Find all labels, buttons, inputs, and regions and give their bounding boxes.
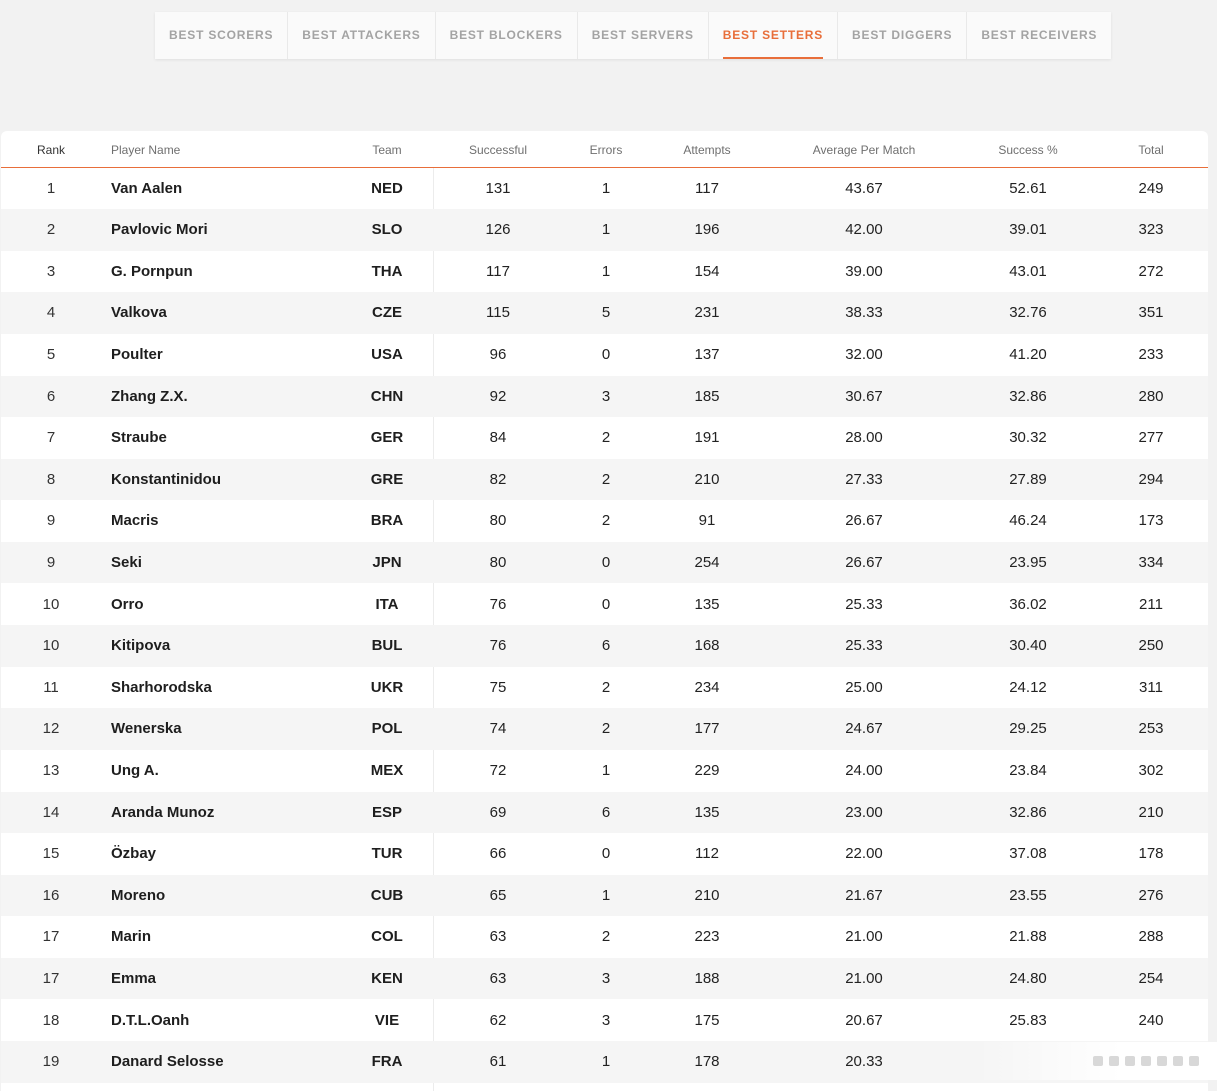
cell-attempts: 91 — [698, 512, 716, 530]
cell-rank: 13 — [42, 761, 60, 779]
tab-best-servers[interactable]: BEST SERVERS — [578, 12, 709, 59]
cell-attempts: 117 — [695, 179, 719, 197]
cell-successful: 76 — [489, 595, 507, 613]
cell-success-percent: 30.32 — [1009, 429, 1047, 447]
cell-success-percent: 37.08 — [1009, 845, 1047, 863]
tab-best-scorers[interactable]: BEST SCORERS — [155, 12, 288, 59]
cell-average-per-match: 24.67 — [845, 720, 883, 738]
cell-errors: 1 — [601, 761, 611, 779]
cell-success-percent: 36.02 — [1009, 595, 1047, 613]
cell-successful: 84 — [489, 429, 507, 447]
cell-successful: 65 — [489, 886, 507, 904]
cell-average-per-match: 22.00 — [845, 845, 883, 863]
cell-team: VIE — [374, 1011, 400, 1029]
cell-attempts: 175 — [694, 1011, 720, 1029]
cell-total: 280 — [1138, 387, 1164, 405]
cell-player-name: Konstantinidou — [111, 470, 221, 488]
cell-errors: 1 — [601, 179, 611, 197]
cell-attempts: 137 — [694, 345, 720, 363]
cell-total: 178 — [1138, 845, 1164, 863]
cell-average-per-match: 24.00 — [845, 761, 883, 779]
cell-attempts: 223 — [694, 928, 720, 946]
cell-errors: 3 — [601, 1011, 611, 1029]
table-row[interactable] — [1, 251, 1208, 293]
cell-team: ITA — [375, 595, 399, 613]
cell-total: 351 — [1138, 304, 1164, 322]
cell-rank: 17 — [42, 969, 60, 987]
cell-attempts: 135 — [694, 595, 720, 613]
cell-rank: 15 — [42, 845, 60, 863]
cell-rank: 10 — [42, 595, 60, 613]
cell-errors: 3 — [601, 969, 611, 987]
cell-total: 253 — [1138, 720, 1164, 738]
cell-attempts: 185 — [694, 387, 720, 405]
cell-total: 210 — [1138, 803, 1164, 821]
cell-player-name: Danard Selosse — [111, 1053, 224, 1071]
cell-average-per-match: 32.00 — [845, 345, 883, 363]
cell-total: 233 — [1138, 345, 1164, 363]
cell-attempts: 196 — [694, 221, 720, 239]
cell-player-name: Pavlovic Mori — [111, 221, 208, 239]
cell-success-percent: 29.25 — [1009, 720, 1047, 738]
tab-best-blockers[interactable]: BEST BLOCKERS — [436, 12, 578, 59]
cell-team: MEX — [370, 761, 404, 779]
cell-errors: 2 — [601, 720, 611, 738]
cell-attempts: 112 — [695, 845, 719, 863]
cell-attempts: 191 — [694, 429, 720, 447]
cell-successful: 74 — [489, 720, 507, 738]
cell-player-name: Özbay — [111, 845, 157, 863]
cell-attempts: 178 — [694, 1053, 720, 1071]
cell-errors: 2 — [601, 470, 611, 488]
tab-best-attackers[interactable]: BEST ATTACKERS — [288, 12, 435, 59]
cell-rank: 19 — [42, 1053, 60, 1071]
cell-errors: 3 — [601, 387, 611, 405]
table-row[interactable] — [1, 417, 1208, 459]
cell-rank: 14 — [42, 803, 60, 821]
header-errors[interactable]: Errors — [589, 143, 623, 157]
cell-team: TUR — [371, 845, 403, 863]
cell-average-per-match: 25.33 — [845, 595, 883, 613]
cell-rank: 1 — [46, 179, 56, 197]
cell-player-name: Wenerska — [111, 720, 182, 738]
cell-player-name: Aranda Munoz — [111, 803, 215, 821]
table-row[interactable] — [1, 667, 1208, 709]
cell-attempts: 254 — [694, 553, 720, 571]
cell-total: 334 — [1138, 553, 1164, 571]
cell-rank: 6 — [46, 387, 56, 405]
table-row[interactable] — [1, 168, 1208, 210]
cell-success-percent: 25.83 — [1009, 1011, 1047, 1029]
table-row[interactable] — [1, 584, 1208, 626]
cell-player-name: D.T.L.Oanh — [111, 1011, 190, 1029]
cell-total: 276 — [1138, 886, 1164, 904]
cell-team: UKR — [370, 678, 404, 696]
cell-success-percent: 30.40 — [1009, 637, 1047, 655]
cell-errors: 0 — [601, 345, 611, 363]
cell-errors: 6 — [601, 637, 611, 655]
cell-attempts: 229 — [694, 761, 720, 779]
cell-success-percent: 46.24 — [1009, 512, 1047, 530]
cell-player-name: Kitipova — [111, 637, 171, 655]
cell-attempts: 231 — [694, 304, 720, 322]
cell-player-name: Van Aalen — [111, 179, 183, 197]
cell-success-percent: 23.95 — [1009, 553, 1047, 571]
cell-player-name: Sharhorodska — [111, 678, 212, 696]
cell-attempts: 177 — [694, 720, 720, 738]
cell-success-percent: 32.76 — [1009, 304, 1047, 322]
cell-total: 323 — [1138, 221, 1164, 239]
cell-team: NED — [371, 179, 403, 197]
cell-team: USA — [371, 345, 403, 363]
table-row[interactable] — [1, 750, 1208, 792]
cell-rank: 9 — [46, 512, 56, 530]
cell-total: 277 — [1138, 429, 1164, 447]
cell-average-per-match: 21.00 — [845, 928, 883, 946]
cell-errors: 1 — [601, 262, 611, 280]
cell-rank: 18 — [42, 1011, 60, 1029]
cell-team: SLO — [371, 221, 403, 239]
cell-success-percent: 21.88 — [1009, 928, 1047, 946]
tab-best-receivers[interactable]: BEST RECEIVERS — [981, 28, 1098, 42]
cell-attempts: 234 — [694, 678, 720, 696]
cell-team: FRA — [371, 1053, 403, 1071]
tab-best-diggers[interactable]: BEST DIGGERS — [838, 12, 967, 59]
cell-successful: 126 — [485, 221, 511, 239]
cell-player-name: Marin — [111, 928, 152, 946]
cell-successful: 63 — [489, 969, 507, 987]
cell-average-per-match: 26.67 — [845, 553, 883, 571]
cell-total: 288 — [1138, 928, 1164, 946]
cell-team: GRE — [370, 470, 404, 488]
header-successful[interactable]: Successful — [468, 143, 528, 157]
cell-successful: 115 — [486, 304, 510, 322]
table-row[interactable] — [1, 916, 1208, 958]
cell-errors: 2 — [601, 678, 611, 696]
table-row[interactable] — [1, 500, 1208, 542]
cell-success-percent: 39.01 — [1009, 221, 1047, 239]
cell-average-per-match: 25.00 — [845, 678, 883, 696]
cell-errors: 1 — [601, 221, 611, 239]
cell-average-per-match: 39.00 — [845, 262, 883, 280]
cell-total: 240 — [1138, 1011, 1164, 1029]
table-row[interactable] — [1, 542, 1208, 584]
header-rank[interactable]: Rank — [36, 143, 65, 157]
cell-player-name: Emma — [111, 969, 157, 987]
cell-team: BRA — [370, 512, 404, 530]
table-row[interactable] — [1, 209, 1208, 251]
watermark-dots — [1093, 1056, 1199, 1066]
table-row[interactable] — [1, 1000, 1208, 1042]
cell-errors: 0 — [601, 595, 611, 613]
cell-successful: 92 — [489, 387, 507, 405]
cell-team: POL — [371, 720, 403, 738]
table-row[interactable] — [1, 376, 1208, 418]
cell-attempts: 168 — [694, 637, 720, 655]
cell-player-name: Macris — [111, 512, 159, 530]
cell-errors: 1 — [601, 1053, 611, 1071]
cell-attempts: 135 — [694, 803, 720, 821]
cell-rank: 8 — [46, 470, 56, 488]
cell-successful: 80 — [489, 553, 507, 571]
cell-team: ESP — [371, 803, 402, 821]
tab-best-setters[interactable]: BEST SETTERS — [709, 12, 838, 59]
table-row[interactable] — [1, 292, 1208, 334]
cell-successful: 66 — [489, 845, 507, 863]
cell-rank: 4 — [46, 304, 56, 322]
cell-success-percent: 23.84 — [1009, 761, 1047, 779]
cell-rank: 17 — [42, 928, 60, 946]
cell-attempts: 188 — [694, 969, 720, 987]
cell-average-per-match: 43.67 — [845, 179, 883, 197]
cell-player-name: Poulter — [111, 345, 163, 363]
cell-attempts: 210 — [694, 886, 720, 904]
cell-average-per-match: 23.00 — [845, 803, 883, 821]
cell-errors: 0 — [601, 845, 611, 863]
cell-success-percent: 43.01 — [1009, 262, 1047, 280]
cell-player-name: Ung A. — [111, 761, 159, 779]
header-attempts[interactable]: Attempts — [683, 143, 731, 157]
cell-rank: 3 — [46, 262, 56, 280]
table-row[interactable] — [1, 459, 1208, 501]
cell-rank: 2 — [46, 221, 56, 239]
cell-rank: 9 — [46, 553, 56, 571]
cell-successful: 117 — [486, 262, 510, 280]
table-row[interactable] — [1, 833, 1208, 875]
cell-rank: 12 — [42, 720, 60, 738]
cell-average-per-match: 42.00 — [845, 221, 883, 239]
cell-team: CUB — [370, 886, 404, 904]
cell-successful: 69 — [489, 803, 507, 821]
cell-rank: 7 — [46, 429, 56, 447]
cell-total: 272 — [1138, 262, 1164, 280]
table-row[interactable] — [1, 792, 1208, 834]
header-average-per-match[interactable]: Average Per Match — [812, 143, 916, 157]
cell-team: KEN — [371, 969, 403, 987]
cell-rank: 16 — [42, 886, 60, 904]
cell-average-per-match: 25.33 — [845, 637, 883, 655]
cell-success-percent: 52.61 — [1009, 179, 1047, 197]
cell-team: THA — [371, 262, 403, 280]
cell-success-percent: 32.86 — [1009, 803, 1047, 821]
cell-successful: 131 — [485, 179, 511, 197]
cell-total: 254 — [1138, 969, 1164, 987]
cell-rank: 11 — [43, 678, 59, 696]
cell-player-name: Seki — [111, 553, 142, 571]
cell-errors: 0 — [601, 553, 611, 571]
table-row[interactable] — [1, 875, 1208, 917]
cell-team: JPN — [372, 553, 402, 571]
cell-successful: 82 — [489, 470, 507, 488]
cell-average-per-match: 27.33 — [845, 470, 883, 488]
table-row[interactable] — [1, 625, 1208, 667]
table-header — [1, 131, 1208, 168]
cell-rank: 10 — [42, 637, 60, 655]
cell-successful: 63 — [489, 928, 507, 946]
cell-success-percent: 24.12 — [1009, 678, 1047, 696]
cell-average-per-match: 30.67 — [845, 387, 883, 405]
cell-player-name: G. Pornpun — [111, 262, 193, 280]
cell-average-per-match: 21.67 — [845, 886, 883, 904]
cell-player-name: Orro — [111, 595, 144, 613]
cell-team: COL — [371, 928, 403, 946]
header-team[interactable]: Team — [372, 143, 402, 157]
cell-attempts: 154 — [694, 262, 720, 280]
table-row[interactable] — [1, 334, 1208, 376]
cell-errors: 1 — [601, 886, 611, 904]
cell-average-per-match: 20.33 — [845, 1053, 883, 1071]
cell-successful: 61 — [489, 1053, 507, 1071]
cell-rank: 5 — [46, 345, 56, 363]
cell-player-name: Zhang Z.X. — [111, 387, 188, 405]
cell-success-percent: 32.86 — [1009, 387, 1047, 405]
cell-errors: 6 — [601, 803, 611, 821]
cell-total: 302 — [1138, 761, 1164, 779]
cell-errors: 5 — [601, 304, 611, 322]
cell-average-per-match: 28.00 — [845, 429, 883, 447]
cell-average-per-match: 26.67 — [845, 512, 883, 530]
header-total[interactable]: Total — [1138, 143, 1164, 157]
cell-success-percent: 27.89 — [1009, 470, 1047, 488]
cell-errors: 2 — [601, 429, 611, 447]
cell-success-percent: 23.55 — [1009, 886, 1047, 904]
cell-team: CZE — [372, 304, 402, 322]
cell-average-per-match: 38.33 — [845, 304, 883, 322]
cell-player-name: Moreno — [111, 886, 166, 904]
cell-successful: 75 — [489, 678, 507, 696]
cell-total: 173 — [1138, 512, 1164, 530]
cell-player-name: Valkova — [111, 304, 167, 322]
stat-category-tabs — [155, 12, 1111, 59]
cell-average-per-match: 21.00 — [845, 969, 883, 987]
cell-success-percent: 24.80 — [1009, 969, 1047, 987]
table-row[interactable] — [1, 708, 1208, 750]
setters-table — [1, 131, 1208, 1091]
cell-successful: 96 — [489, 345, 507, 363]
cell-attempts: 210 — [694, 470, 720, 488]
cell-successful: 76 — [489, 637, 507, 655]
cell-total: 311 — [1139, 678, 1163, 696]
cell-successful: 72 — [489, 761, 507, 779]
cell-player-name: Straube — [111, 429, 167, 447]
cell-successful: 80 — [489, 512, 507, 530]
cell-average-per-match: 20.67 — [845, 1011, 883, 1029]
cell-team: GER — [370, 429, 404, 447]
cell-team: CHN — [370, 387, 404, 405]
header-success-percent[interactable]: Success % — [998, 143, 1058, 157]
cell-total: 211 — [1139, 595, 1163, 613]
cell-total: 249 — [1138, 179, 1164, 197]
cell-errors: 2 — [601, 928, 611, 946]
cell-total: 294 — [1138, 470, 1164, 488]
cell-success-percent: 41.20 — [1009, 345, 1047, 363]
cell-successful: 62 — [489, 1011, 507, 1029]
cell-total: 250 — [1138, 637, 1164, 655]
cell-errors: 2 — [601, 512, 611, 530]
table-row[interactable] — [1, 958, 1208, 1000]
header-player-name[interactable]: Player Name — [111, 143, 181, 157]
cell-team: BUL — [371, 637, 403, 655]
